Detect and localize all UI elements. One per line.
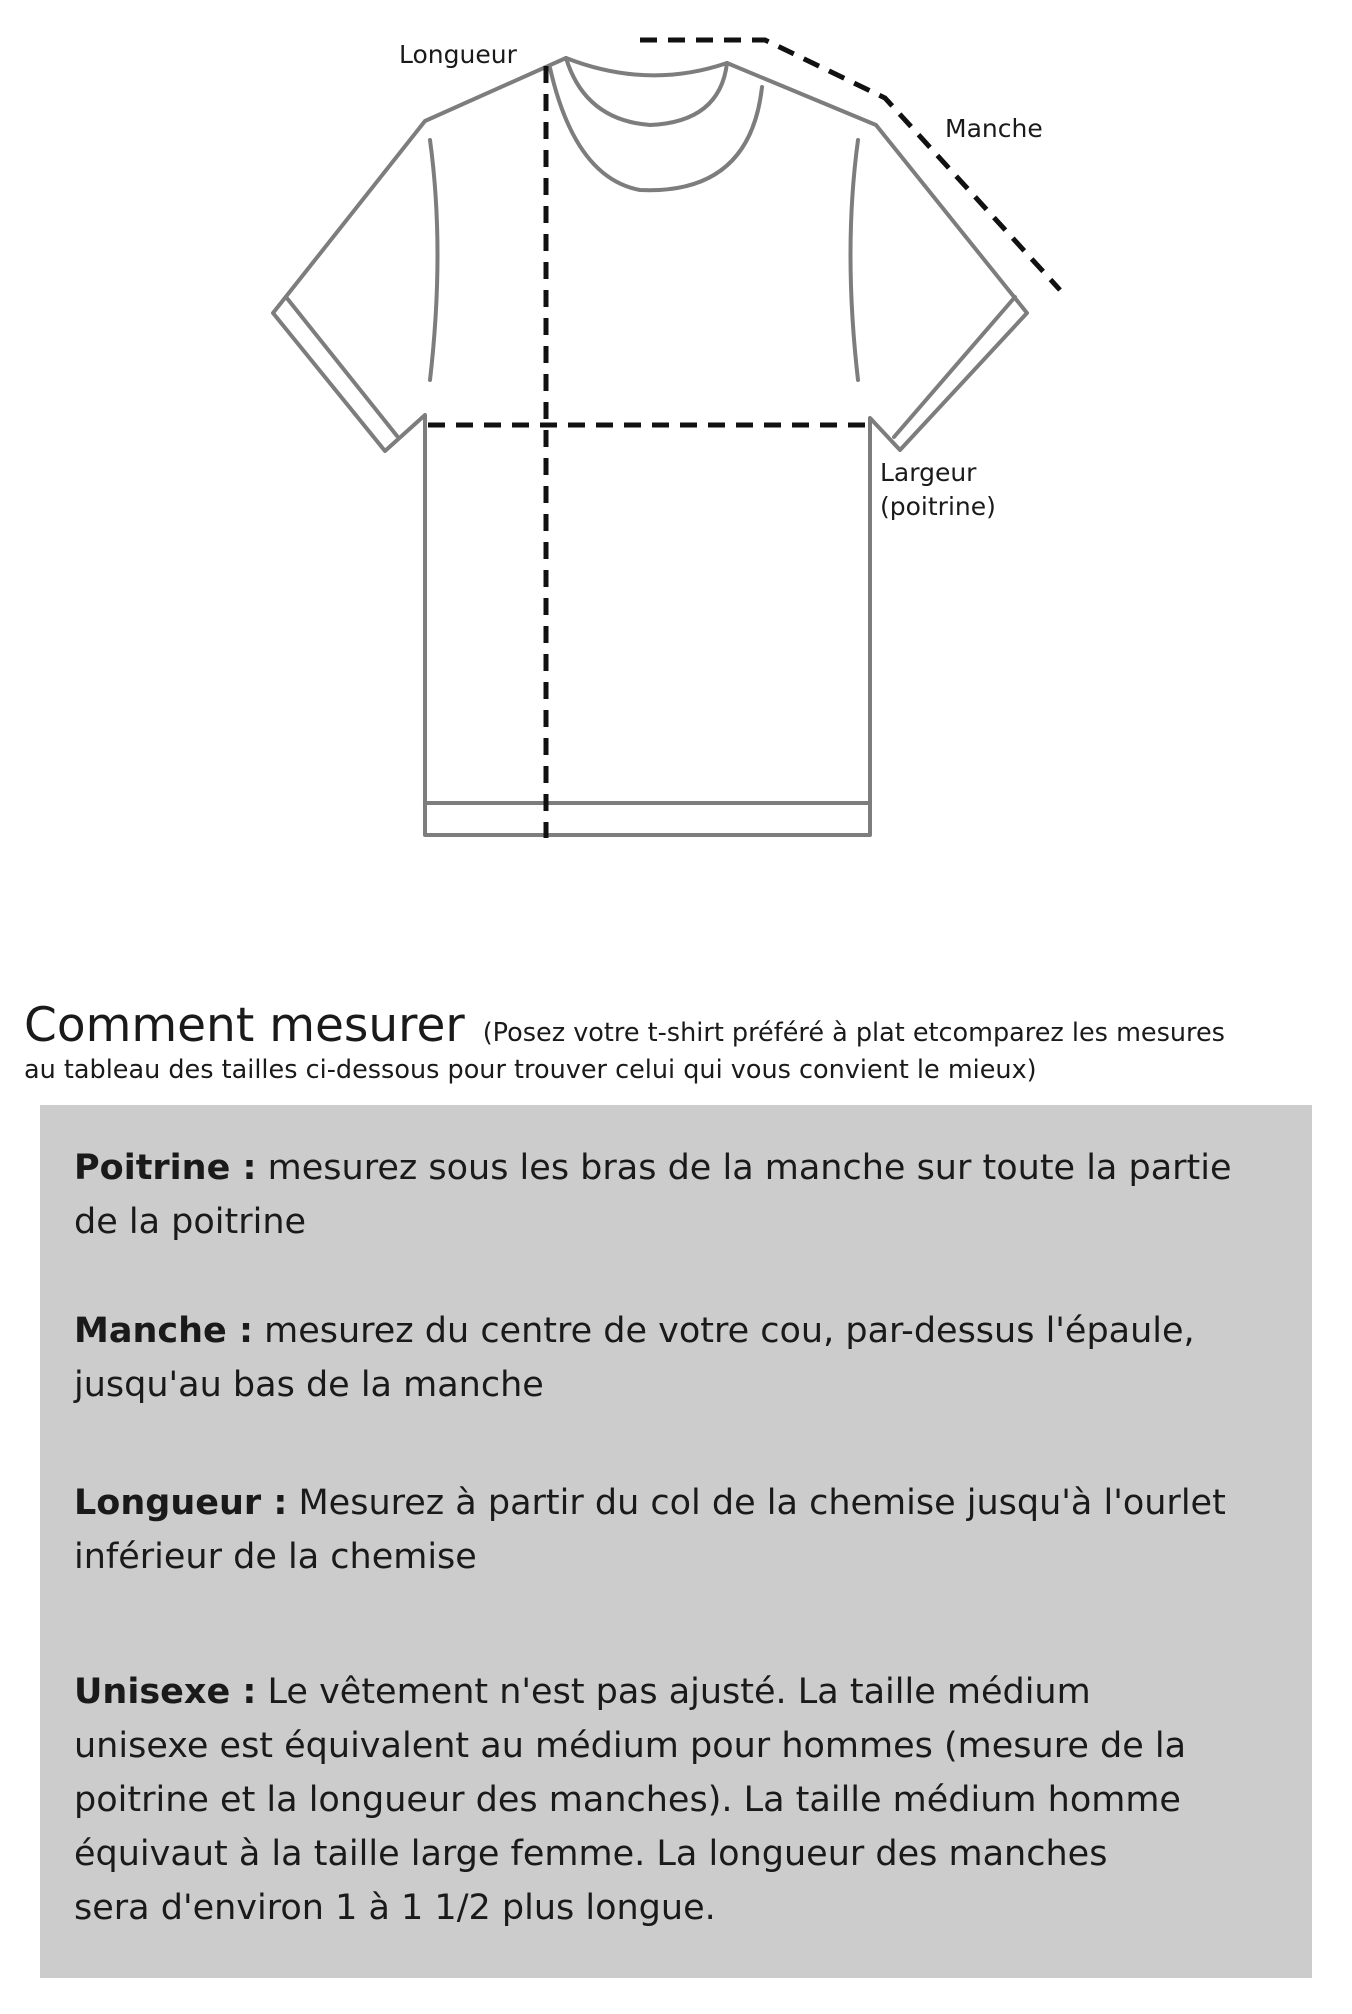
how-to-measure-subtitle-part2: au tableau des tailles ci-dessous pour trouver celui qui vous convient le mieux) bbox=[24, 1055, 1037, 1085]
left-cuff bbox=[286, 297, 397, 436]
how-to-measure-heading bbox=[24, 998, 1344, 1088]
chest-text-line2: de la poitrine bbox=[74, 1202, 307, 1242]
length-text-line2: inférieur de la chemise bbox=[74, 1537, 477, 1577]
unisex-text-line3: poitrine et la longueur des manches). La taille médium homme bbox=[74, 1780, 1181, 1820]
width-label-line1: Largeur bbox=[880, 458, 977, 487]
left-side-seam bbox=[430, 140, 438, 380]
sleeve-text-line1: mesurez du centre de votre cou, par-dessus l'épaule, bbox=[264, 1311, 1195, 1351]
unisex-text-line2: unisexe est équivalent au médium pour hommes (mesure de la bbox=[74, 1726, 1187, 1766]
right-cuff bbox=[894, 297, 1015, 437]
tshirt-measurement-diagram bbox=[0, 0, 1352, 880]
unisex-instruction bbox=[74, 1665, 1304, 1935]
width-label bbox=[880, 456, 996, 524]
how-to-measure-subtitle-part1: (Posez votre t-shirt préféré à plat etcomparez les mesures bbox=[482, 1018, 1225, 1048]
collar-back bbox=[566, 58, 727, 75]
unisex-text-line4: équivaut à la taille large femme. La longueur des manches bbox=[74, 1834, 1108, 1874]
sleeve-instruction bbox=[74, 1304, 1304, 1412]
width-label-line2: (poitrine) bbox=[880, 492, 996, 521]
tshirt-outline bbox=[273, 58, 1027, 835]
measurement-instructions-panel bbox=[40, 1105, 1312, 1978]
right-side-seam bbox=[851, 140, 859, 380]
length-text-line1: Mesurez à partir du col de la chemise jusqu'à l'ourlet bbox=[298, 1483, 1226, 1523]
chest-term: Poitrine : bbox=[74, 1148, 257, 1188]
sleeve-term: Manche : bbox=[74, 1311, 253, 1351]
sleeve-text-line2: jusqu'au bas de la manche bbox=[74, 1365, 544, 1405]
length-term: Longueur : bbox=[74, 1483, 288, 1523]
length-instruction bbox=[74, 1476, 1304, 1584]
unisex-text-line5: sera d'environ 1 à 1 1/2 plus longue. bbox=[74, 1888, 716, 1928]
collar-inner bbox=[550, 68, 762, 190]
sleeve-label: Manche bbox=[945, 114, 1043, 143]
chest-instruction bbox=[74, 1141, 1304, 1249]
tshirt-illustration bbox=[0, 0, 1352, 880]
how-to-measure-title: Comment mesurer bbox=[24, 998, 465, 1053]
unisex-text-line1: Le vêtement n'est pas ajusté. La taille médium bbox=[267, 1672, 1091, 1712]
unisex-term: Unisexe : bbox=[74, 1672, 257, 1712]
chest-text-line1: mesurez sous les bras de la manche sur toute la partie bbox=[267, 1148, 1232, 1188]
length-label: Longueur bbox=[399, 40, 517, 69]
